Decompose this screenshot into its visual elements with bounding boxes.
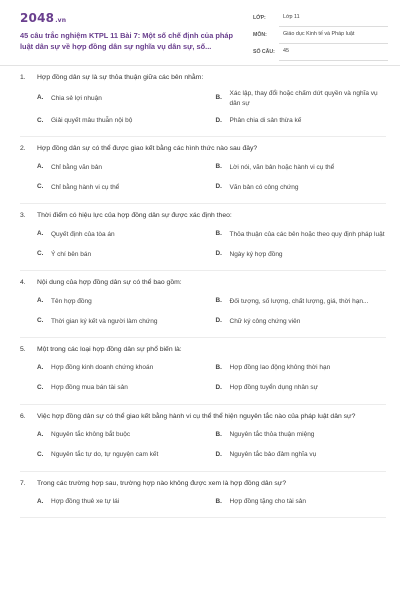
question-number: 2.: [20, 145, 26, 153]
answer-text: Hợp đồng kinh doanh chứng khoán: [51, 364, 154, 372]
answer-option-d[interactable]: [216, 314, 387, 329]
answer-text: Nguyên tắc bảo đảm nghĩa vụ: [229, 451, 317, 459]
answer-options: [20, 428, 386, 463]
answer-text: Ý chí bên bán: [51, 250, 92, 258]
answer-letter: C.: [37, 317, 44, 325]
answer-letter: C.: [37, 250, 44, 258]
meta-value: Giáo dục Kinh tế và Pháp luật: [279, 27, 388, 44]
answer-option-b[interactable]: [216, 160, 387, 175]
answer-options: [20, 494, 386, 509]
answer-option-b[interactable]: [216, 89, 387, 109]
answer-option-c[interactable]: [37, 314, 208, 329]
meta-label: SỐ CÂU:: [253, 48, 275, 55]
question-stem: Hợp đồng dân sự là sự thỏa thuận giữa các bên nhằm:: [37, 74, 204, 81]
question-number: 1.: [20, 74, 26, 81]
question-stem: Nội dung của hợp đồng dân sự có thể bao gồm:: [37, 279, 182, 287]
answer-letter: B.: [215, 94, 222, 102]
answer-text: Hợp đồng tặng cho tài sản: [229, 498, 307, 506]
answer-letter: A.: [37, 230, 44, 238]
answer-text: Chia sẻ lợi nhuận: [51, 94, 102, 102]
answer-letter: A.: [37, 430, 44, 438]
answer-options: [20, 227, 386, 262]
question-text: [20, 73, 386, 83]
answer-letter: B.: [215, 297, 222, 305]
question-5: [20, 338, 386, 405]
question-4: [20, 271, 386, 338]
answer-text: Tên hợp đồng: [51, 297, 92, 305]
answer-text: Thời gian ký kết và người làm chứng: [51, 317, 158, 325]
answer-option-a[interactable]: [37, 160, 208, 175]
answer-options: [20, 160, 386, 195]
question-text: [20, 412, 386, 422]
question-text: [20, 345, 386, 355]
question-text: [20, 278, 386, 288]
question-stem: Trong các trường hợp sau, trường hợp nào không được xem là hợp đồng dân sự?: [37, 479, 287, 487]
meta-row-class: [253, 10, 388, 27]
answer-letter: A.: [37, 297, 44, 305]
meta-info: [253, 10, 388, 61]
answer-text: Xác lập, thay đổi hoặc chấm dứt quyền và nghĩa vụ dân sự: [229, 89, 378, 107]
question-text: [20, 211, 386, 221]
answer-letter: A.: [37, 163, 44, 171]
meta-value: 45: [279, 44, 388, 61]
answer-letter: A.: [37, 363, 44, 371]
question-number: 6.: [20, 412, 26, 420]
answer-letter: C.: [37, 183, 44, 191]
question-stem: Một trong các loại hợp đồng dân sự phổ biến là:: [37, 345, 182, 353]
answer-text: Đối tượng, số lượng, chất lượng, giá, thời hạn...: [229, 297, 369, 305]
answer-text: Nguyên tắc không bắt buộc: [51, 431, 131, 439]
answer-text: Nguyên tắc tự do, tự nguyện cam kết: [51, 451, 159, 459]
question-stem: Hợp đồng dân sự có thể được giao kết bằng các hình thức nào sau đây?: [37, 145, 258, 153]
meta-row-count: [253, 44, 388, 61]
meta-label: LỚP:: [253, 14, 266, 21]
question-stem: Thời điểm có hiệu lực của hợp đồng dân sự được xác định theo:: [37, 212, 232, 220]
answer-option-c[interactable]: [37, 247, 208, 262]
answer-option-b[interactable]: [216, 361, 387, 376]
answer-option-b[interactable]: [216, 494, 387, 509]
answer-text: Văn bản có công chứng: [229, 183, 299, 191]
answer-letter: D.: [215, 383, 222, 391]
answer-text: Hợp đồng mua bán tài sản: [51, 384, 128, 392]
answer-text: Hợp đồng lao động không thời hạn: [229, 364, 331, 372]
question-number: 3.: [20, 212, 26, 220]
answer-text: Chỉ bằng hành vi cụ thể: [51, 183, 120, 191]
answer-letter: B.: [215, 430, 222, 438]
answer-letter: D.: [215, 450, 222, 458]
answer-option-a[interactable]: [37, 227, 208, 242]
answer-letter: A.: [37, 497, 44, 505]
answer-option-c[interactable]: [37, 381, 208, 396]
answer-letter: D.: [215, 183, 222, 191]
answer-text: Thỏa thuận của các bên hoặc theo quy định pháp luật: [229, 230, 385, 238]
answer-text: Quyết định của tòa án: [51, 230, 115, 238]
answer-option-c[interactable]: [37, 113, 208, 128]
logo-suffix: .vn: [55, 17, 67, 24]
answer-letter: D.: [215, 250, 222, 258]
answer-option-a[interactable]: [37, 89, 208, 109]
answer-option-a[interactable]: [37, 494, 208, 509]
answer-option-d[interactable]: [216, 448, 387, 463]
answer-option-a[interactable]: [37, 361, 208, 376]
answer-letter: A.: [37, 94, 44, 102]
meta-label: MÔN:: [253, 31, 267, 38]
answer-text: Hợp đồng thuê xe tự lái: [51, 498, 120, 506]
answer-text: Phân chia di sản thừa kế: [229, 116, 302, 124]
question-6: [20, 405, 386, 472]
page-header: [0, 0, 400, 66]
answer-text: Ngày ký hợp đồng: [229, 250, 283, 258]
answer-letter: B.: [215, 363, 222, 371]
answer-option-d[interactable]: [216, 180, 387, 195]
answer-option-a[interactable]: [37, 428, 208, 443]
answer-option-d[interactable]: [216, 113, 387, 128]
answer-letter: C.: [37, 383, 44, 391]
answer-option-a[interactable]: [37, 294, 208, 309]
meta-row-subject: [253, 27, 388, 44]
question-stem: Việc hợp đồng dân sự có thể giao kết bằng hành vi cụ thể thể hiện nguyên tắc nào của pháp luật dân sự?: [37, 412, 356, 420]
answer-letter: B.: [215, 497, 222, 505]
answer-text: Chữ ký công chứng viên: [229, 317, 301, 325]
question-7: [20, 472, 386, 519]
meta-value: Lớp 11: [279, 10, 388, 27]
answer-text: Chỉ bằng văn bản: [51, 163, 102, 171]
logo-text: 2048: [20, 11, 55, 25]
question-number: 7.: [20, 479, 26, 487]
question-number: 5.: [20, 345, 26, 353]
question-list: [0, 66, 400, 518]
question-1: [20, 66, 386, 137]
answer-text: Hợp đồng tuyển dụng nhân sự: [229, 384, 318, 392]
question-3: [20, 204, 386, 271]
question-2: [20, 137, 386, 204]
answer-option-d[interactable]: [216, 381, 387, 396]
answer-option-c[interactable]: [37, 180, 208, 195]
answer-letter: C.: [37, 450, 44, 458]
answer-options: [20, 361, 386, 396]
answer-letter: B.: [215, 163, 222, 171]
question-text: [20, 144, 386, 154]
answer-letter: D.: [215, 116, 222, 124]
answer-text: Giải quyết mâu thuẫn nội bộ: [51, 116, 133, 124]
answer-option-b[interactable]: [216, 294, 387, 309]
question-text: [20, 479, 386, 489]
answer-letter: C.: [37, 116, 44, 124]
answer-options: [20, 89, 386, 129]
question-number: 4.: [20, 279, 26, 287]
answer-option-c[interactable]: [37, 448, 208, 463]
answer-option-b[interactable]: [216, 428, 387, 443]
answer-letter: B.: [215, 230, 222, 238]
answer-options: [20, 294, 386, 329]
answer-option-b[interactable]: [216, 227, 387, 242]
page-title: 45 câu trắc nghiệm KTPL 11 Bài 7: Một số chế định của pháp luật dân sự về hợp đồng dân sự nghĩa vụ dân sự, số...: [20, 31, 234, 51]
answer-option-d[interactable]: [216, 247, 387, 262]
answer-text: Nguyên tắc thỏa thuận miệng: [229, 431, 315, 439]
answer-text: Lời nói, văn bản hoặc hành vi cụ thể: [229, 163, 335, 171]
answer-letter: D.: [215, 317, 222, 325]
